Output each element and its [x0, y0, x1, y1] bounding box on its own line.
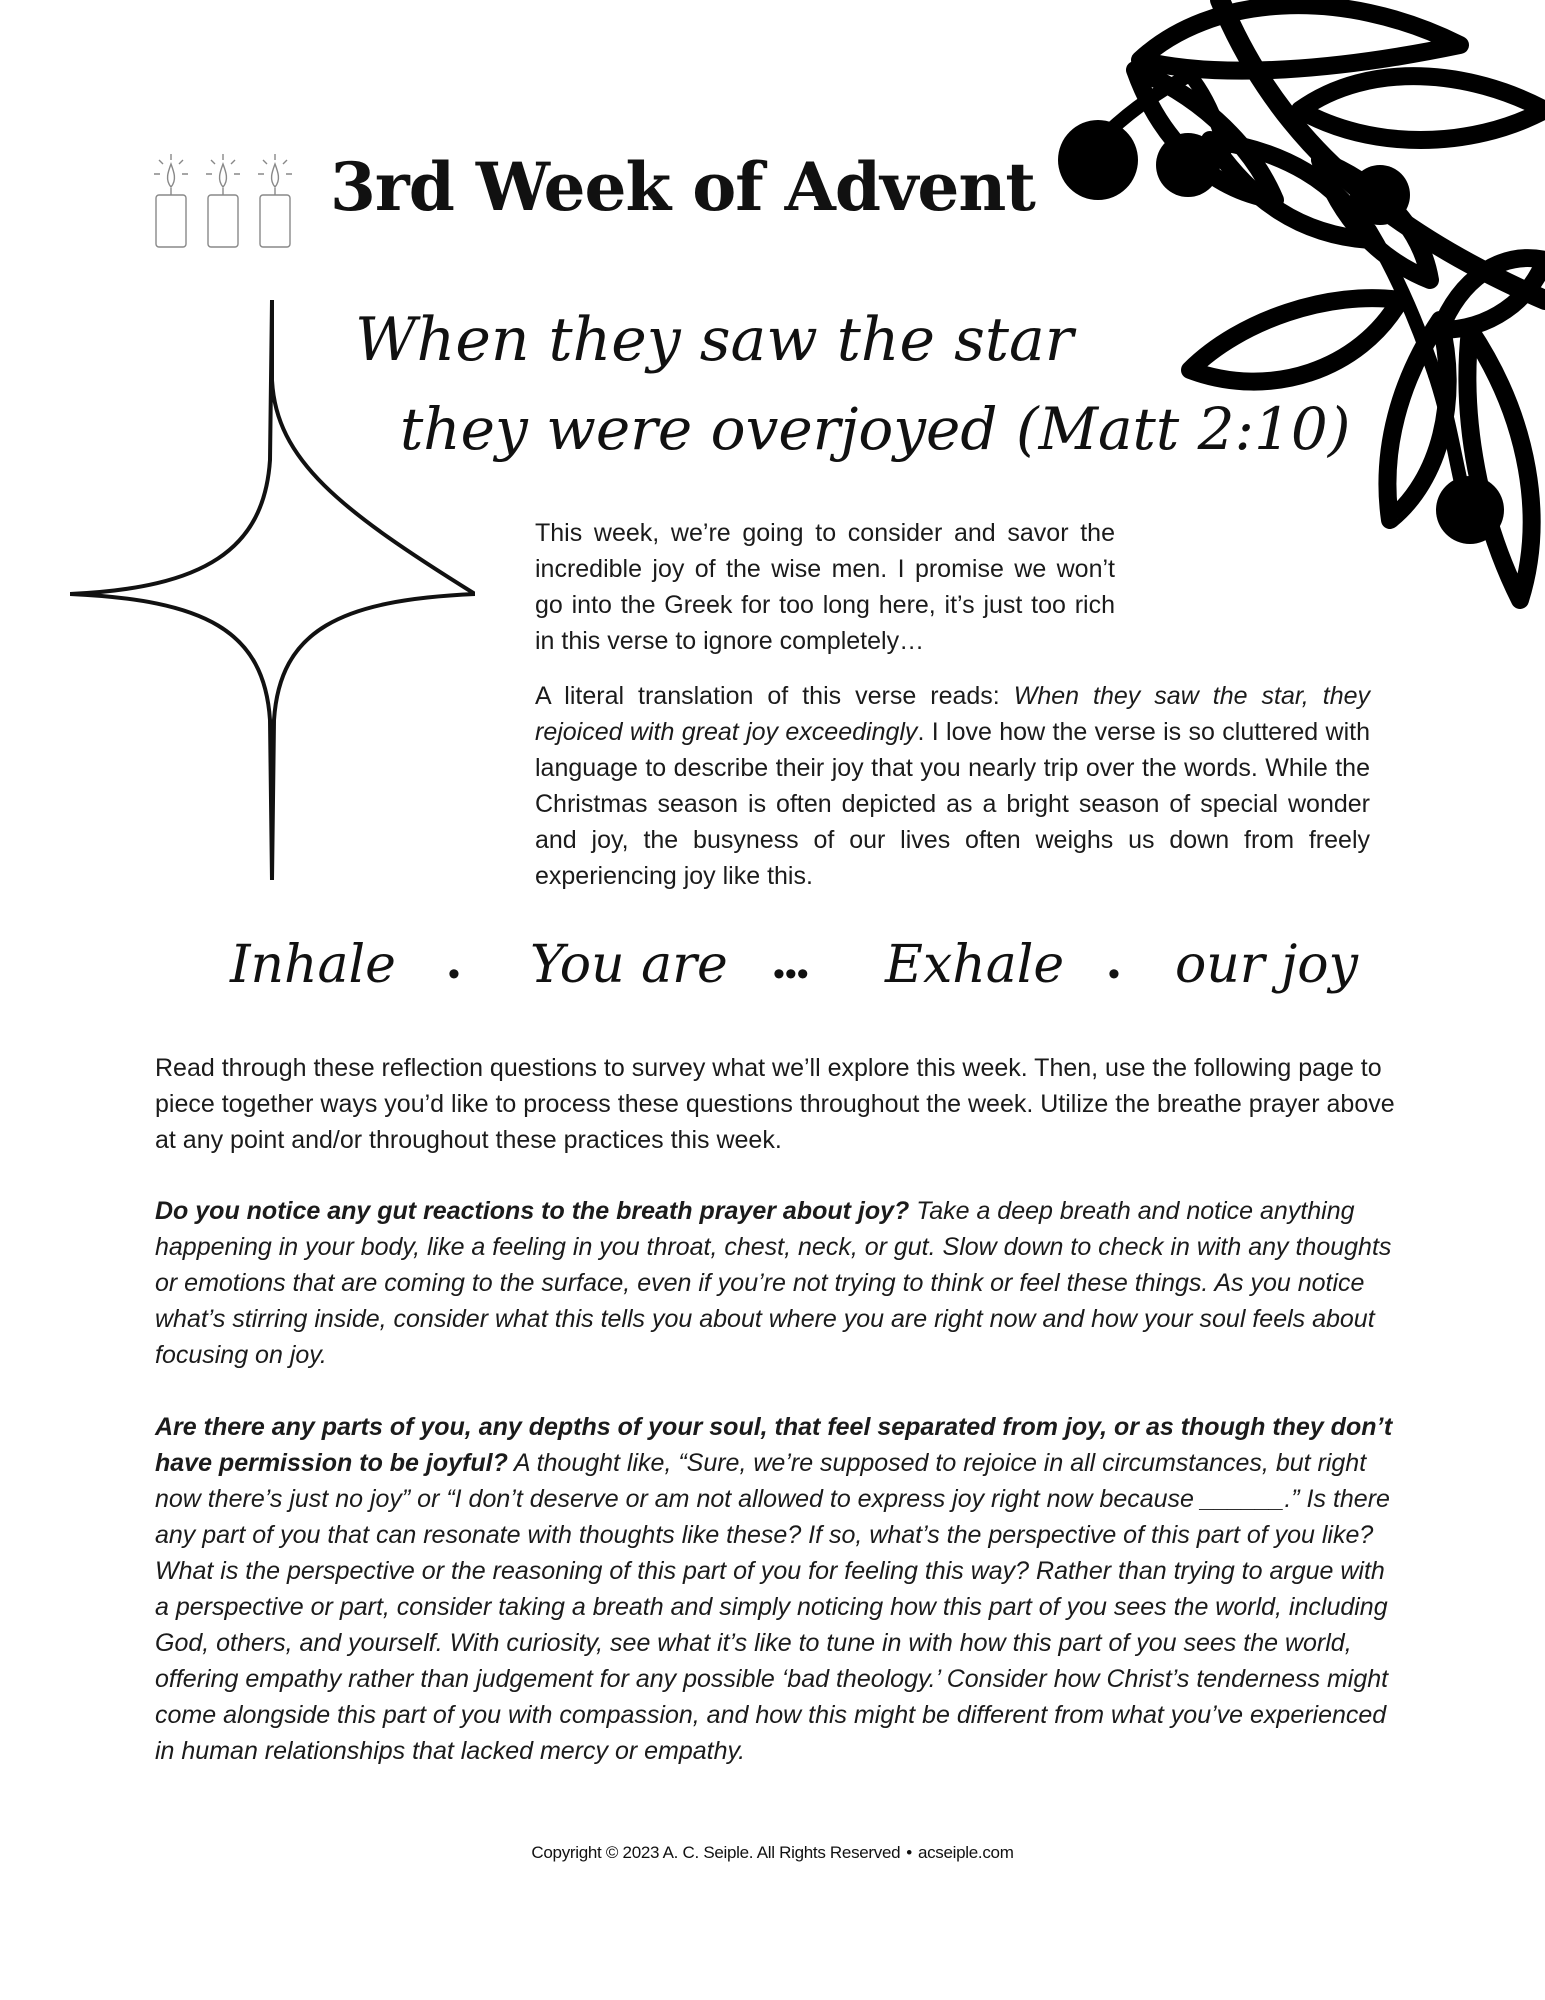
footer-bullet: •	[906, 1843, 912, 1862]
breath-prayer-our-joy: our joy	[1175, 935, 1358, 995]
footer	[0, 1843, 1545, 1863]
breath-prayer-dot: •	[1108, 955, 1120, 993]
reflection-intro: Read through these reflection questions to survey what we’ll explore this week. Then, use the following page to piece together ways you’d like to process these questions throughout the week. Utilize the breathe prayer above at any point and/or throughout these practices this week.	[155, 1054, 1395, 1154]
p2-italic: When they saw the star, they rejoiced with great joy exceedingly	[535, 682, 1371, 746]
breath-prayer-inhale: Inhale	[230, 935, 396, 995]
page-title: 3rd Week of Advent	[330, 148, 1035, 226]
verse-line-2: they were overjoyed (Matt 2:10)	[400, 395, 1351, 463]
breath-prayer-ellipsis: •••	[773, 955, 809, 993]
question-2-body: A thought like, “Sure, we’re supposed to rejoice in all circumstances, but right now there’s just no joy” or “I don’t deserve or am not allowed to express joy right now because ______.” Is there any part of you that can resonate with thoughts like these? If so, what’s the perspective of this part of you like? What is the perspective or the reasoning of this part of you for feeling this way? Rather than trying to argue with a perspective or part, consider taking a breath and simply noticing how this part of you sees the world, including God, others, and yourself. With curiosity, see what it’s like to tune in with how this part of you sees the world, offering empathy rather than judgement for any possible ‘bad theology.’ Consider how Christ’s tenderness might come alongside this part of you with compassion, and how this might be different from what you’ve experienced in human relationships that lacked mercy or empathy.	[155, 1449, 1390, 1765]
question-1-body: Take a deep breath and notice anything happening in your body, like a feeling in you throat, chest, neck, or gut. Slow down to check in with any thoughts or emotions that are coming to the surface, even if you’re not trying to think or feel these things. As you notice what’s stirring inside, consider what this tells you about where you are right now and how your soul feels about focusing on joy.	[155, 1197, 1392, 1369]
question-2-prompt: Are there any parts of you, any depths of your soul, that feel separated from joy, or as though they don’t have permission to be joyful?	[155, 1413, 1393, 1477]
footer-site: acseiple.com	[917, 1843, 1014, 1862]
breath-prayer-exhale: Exhale	[885, 935, 1065, 995]
reflection-question-1	[155, 1193, 1395, 1373]
four-point-star-icon	[70, 300, 475, 880]
breath-prayer-you-are: You are	[530, 935, 728, 995]
verse-line-1: When they saw the star	[355, 305, 1074, 375]
intro-paragraph-1: This week, we’re going to consider and savor the incredible joy of the wise men. I promise we won’t go into the Greek for too long here, it’s just too rich in this verse to ignore completely…	[535, 519, 1115, 655]
copyright-text: Copyright © 2023 A. C. Seiple. All Rights Reserved	[531, 1843, 901, 1862]
p2-prefix: A literal translation of this verse reads:	[535, 682, 1014, 710]
p2-suffix: . I love how the verse is so cluttered with language to describe their joy that you nearly trip over the words. While the Christmas season is often depicted as a bright season of special wonder and joy, the busyness of our lives often weighs us down from freely experiencing joy like this.	[535, 718, 1370, 890]
question-1-prompt: Do you notice any gut reactions to the breath prayer about joy?	[155, 1197, 910, 1225]
intro-paragraph-2	[535, 678, 1370, 894]
three-candles-icon	[150, 150, 300, 250]
berry-branch-illustration	[1040, 0, 1545, 650]
reflection-question-2	[155, 1409, 1395, 1769]
breath-prayer-dot: •	[448, 955, 460, 993]
